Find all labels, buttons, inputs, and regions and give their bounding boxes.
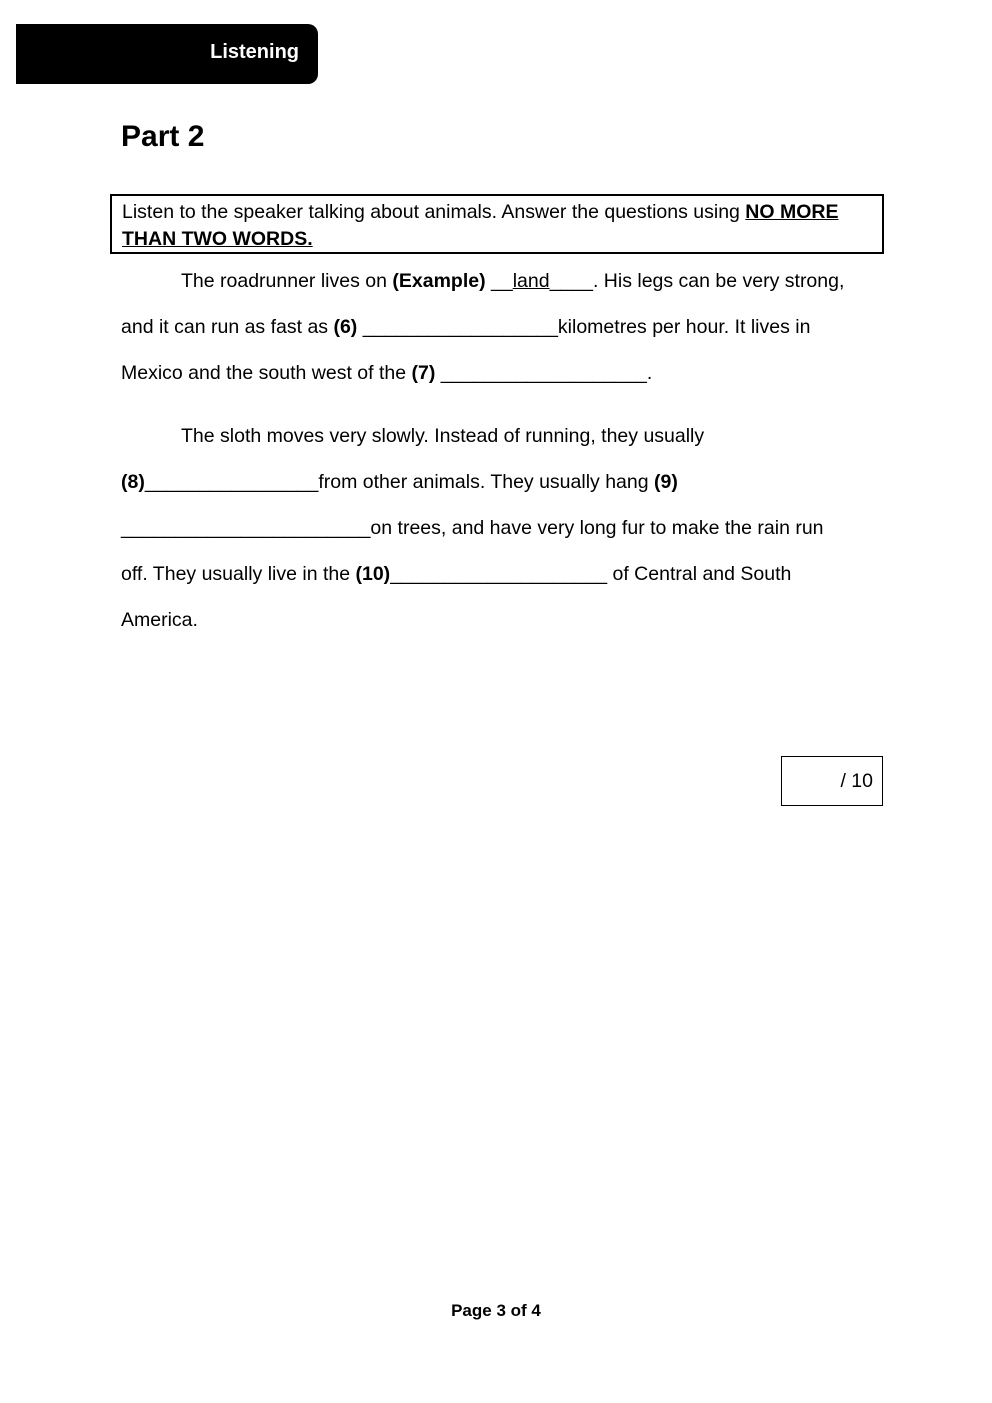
section-tab-label: Listening (210, 41, 299, 63)
question-number-8: (8) (121, 471, 145, 493)
question-number-10: (10) (355, 563, 391, 585)
question-number-6: (6) (333, 316, 358, 338)
question-number-9: (9) (654, 471, 678, 493)
answer-blank-8[interactable]: ________________from other animals. They usually hang (144, 471, 655, 493)
passage-line: The sloth moves very slowly. Instead of running, they usually (181, 425, 705, 447)
passage-line (121, 304, 881, 350)
passage-text: and it can run as fast as (121, 316, 334, 338)
answer-blank-7[interactable]: ___________________. (435, 362, 653, 384)
instruction-box (110, 194, 884, 254)
part-title: Part 2 (121, 120, 205, 153)
current-page: 3 (496, 1301, 506, 1320)
answer-blank-9[interactable]: _______________________on trees, and have very long fur to make the rain run (121, 517, 824, 539)
roadrunner-passage (121, 258, 881, 396)
score-box (781, 756, 883, 806)
sloth-passage (121, 413, 881, 643)
instruction-emphasis-2: THAN TWO WORDS. (122, 228, 313, 250)
total-pages: 4 (531, 1301, 541, 1320)
page-footer (0, 1300, 992, 1322)
passage-text: off. They usually live in the (121, 563, 356, 585)
example-answer: land (512, 270, 550, 292)
example-label: (Example) (392, 270, 486, 292)
instruction-emphasis-1: NO MORE (745, 201, 839, 223)
passage-text: __ (485, 270, 513, 292)
passage-line (121, 459, 881, 505)
page-label: Page (451, 1301, 497, 1320)
score-total: / 10 (840, 770, 873, 792)
passage-line (121, 350, 881, 396)
of-label: of (505, 1301, 532, 1320)
answer-blank-6[interactable]: __________________kilometres per hour. It lives in (357, 316, 811, 338)
passage-text: ____. His legs can be very strong, (549, 270, 845, 292)
passage-text: Mexico and the south west of the (121, 362, 412, 384)
instruction-text: Listen to the speaker talking about animals. Answer the questions using (122, 201, 746, 223)
passage-line (121, 258, 881, 304)
section-tab (16, 24, 318, 84)
passage-line (121, 551, 881, 597)
answer-blank-10[interactable]: ____________________ of Central and South (390, 563, 792, 585)
question-number-7: (7) (411, 362, 436, 384)
passage-line: America. (121, 609, 198, 631)
passage-text: The roadrunner lives on (181, 270, 393, 292)
